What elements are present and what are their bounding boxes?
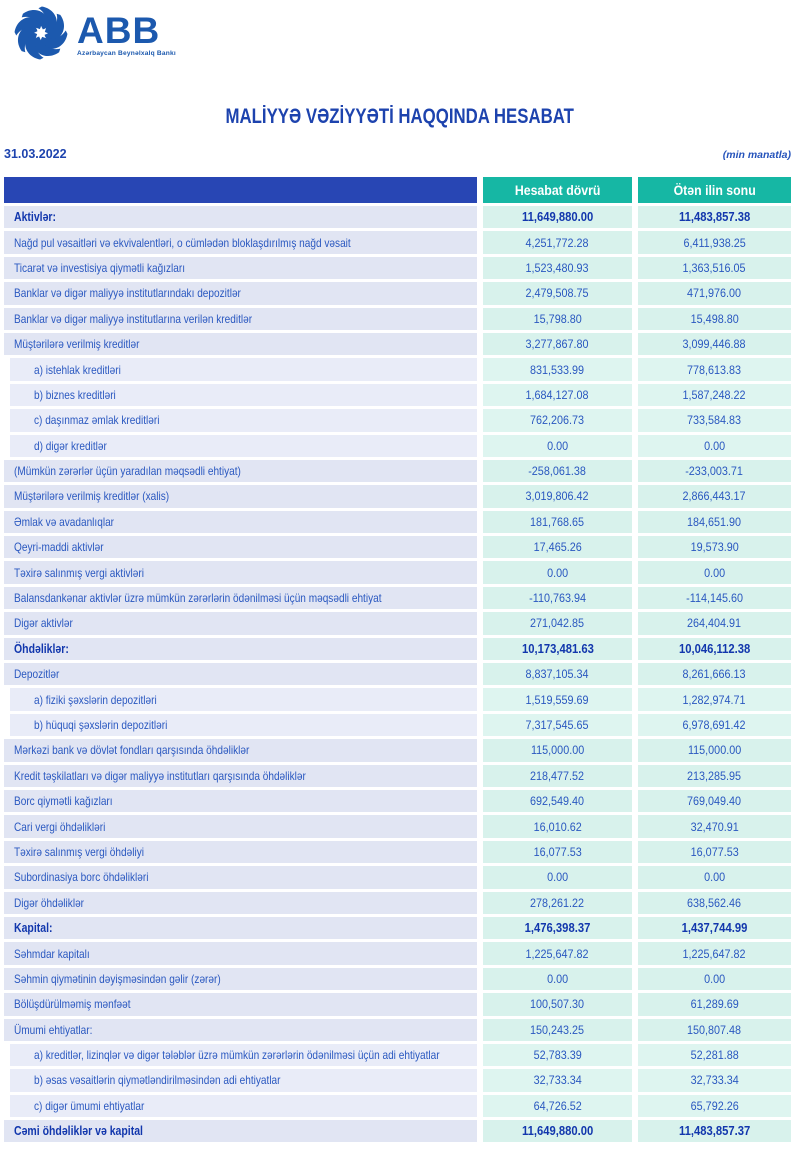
table-row — [4, 1019, 791, 1041]
row-value-previous-year: 6,411,938.25 — [638, 231, 791, 253]
row-label: b) əsas vəsaitlərin qiymətləndirilməsindən adi ehtiyatlar — [10, 1069, 477, 1091]
row-value-current-period: 2,479,508.75 — [483, 282, 632, 304]
table-row — [4, 587, 791, 609]
row-value-previous-year: 0.00 — [638, 435, 791, 457]
row-value-current-period: 15,798.80 — [483, 308, 632, 330]
row-label: Balansdankənar aktivlər üzrə mümkün zərərlərin ödənilməsi üçün məqsədli ehtiyat — [4, 587, 477, 609]
table-row — [4, 841, 791, 863]
table-row — [4, 815, 791, 837]
row-value-previous-year: 19,573.90 — [638, 536, 791, 558]
row-label: Subordinasiya borc öhdəlikləri — [4, 866, 477, 888]
row-value-previous-year: -233,003.71 — [638, 460, 791, 482]
row-value-current-period: 8,837,105.34 — [483, 663, 632, 685]
row-value-current-period: 1,476,398.37 — [483, 917, 632, 939]
row-label: Cari vergi öhdəlikləri — [4, 815, 477, 837]
row-label: Ticarət və investisiya qiymətli kağızları — [4, 257, 477, 279]
row-value-current-period: 0.00 — [483, 866, 632, 888]
unit-note: (min manatla) — [722, 149, 791, 161]
row-value-current-period: 1,225,647.82 — [483, 942, 632, 964]
row-value-previous-year: 0.00 — [638, 968, 791, 990]
table-row — [4, 1095, 791, 1117]
row-label: c) digər ümumi ehtiyatlar — [10, 1095, 477, 1117]
row-value-current-period: 100,507.30 — [483, 993, 632, 1015]
row-label: Ümumi ehtiyatlar: — [4, 1019, 477, 1041]
row-label: Səhmdar kapitalı — [4, 942, 477, 964]
row-value-current-period: 3,019,806.42 — [483, 485, 632, 507]
table-row — [4, 435, 791, 457]
row-value-current-period: 115,000.00 — [483, 739, 632, 761]
table-header-row — [4, 177, 791, 203]
bank-logo-text — [77, 4, 176, 57]
header-blue-bar — [4, 177, 477, 203]
row-label: a) istehlak kreditləri — [10, 358, 477, 380]
financial-statement-table — [4, 177, 791, 1145]
table-row — [4, 968, 791, 990]
table-row — [4, 511, 791, 533]
table-row — [4, 790, 791, 812]
table-row — [4, 688, 791, 710]
row-label: Səhmin qiymətinin dəyişməsindən gəlir (zərər) — [4, 968, 477, 990]
row-value-previous-year: 769,049.40 — [638, 790, 791, 812]
row-label: Öhdəliklər: — [4, 638, 477, 660]
table-row — [4, 866, 791, 888]
row-label: Bölüşdürülməmiş mənfəət — [4, 993, 477, 1015]
row-value-previous-year: 8,261,666.13 — [638, 663, 791, 685]
row-value-current-period: 64,726.52 — [483, 1095, 632, 1117]
table-row — [4, 942, 791, 964]
table-row — [4, 257, 791, 279]
table-row — [4, 231, 791, 253]
row-label: Müştərilərə verilmiş kreditlər — [4, 333, 477, 355]
column-header-previous-year-end: Ötən ilin sonu — [638, 177, 791, 203]
table-row — [4, 638, 791, 660]
row-value-previous-year: 16,077.53 — [638, 841, 791, 863]
row-value-previous-year: 11,483,857.37 — [638, 1120, 791, 1142]
row-label: Banklar və digər maliyyə institutlarına verilən kreditlər — [4, 308, 477, 330]
row-label: Digər öhdəliklər — [4, 892, 477, 914]
table-row — [4, 892, 791, 914]
table-row — [4, 333, 791, 355]
row-value-current-period: 0.00 — [483, 968, 632, 990]
table-row — [4, 206, 791, 228]
row-label: d) digər kreditlər — [10, 435, 477, 457]
row-value-previous-year: 115,000.00 — [638, 739, 791, 761]
table-row — [4, 1069, 791, 1091]
row-value-previous-year: 778,613.83 — [638, 358, 791, 380]
row-value-current-period: 17,465.26 — [483, 536, 632, 558]
row-value-previous-year: 10,046,112.38 — [638, 638, 791, 660]
row-value-previous-year: 1,363,516.05 — [638, 257, 791, 279]
row-value-current-period: 52,783.39 — [483, 1044, 632, 1066]
row-label: b) hüquqi şəxslərin depozitləri — [10, 714, 477, 736]
row-value-previous-year: 471,976.00 — [638, 282, 791, 304]
row-value-current-period: 10,173,481.63 — [483, 638, 632, 660]
report-meta-row — [4, 147, 791, 161]
row-value-previous-year: 2,866,443.17 — [638, 485, 791, 507]
row-value-current-period: 1,523,480.93 — [483, 257, 632, 279]
row-value-previous-year: 638,562.46 — [638, 892, 791, 914]
row-label: Mərkəzi bank və dövlət fondları qarşısında öhdəliklər — [4, 739, 477, 761]
row-value-previous-year: 733,584.83 — [638, 409, 791, 431]
row-value-current-period: 278,261.22 — [483, 892, 632, 914]
table-row — [4, 409, 791, 431]
row-value-current-period: 271,042.85 — [483, 612, 632, 634]
row-value-previous-year: -114,145.60 — [638, 587, 791, 609]
row-value-current-period: 831,533.99 — [483, 358, 632, 380]
row-label: Borc qiymətli kağızları — [4, 790, 477, 812]
bank-tagline: Azərbaycan Beynəlxalq Bankı — [77, 50, 176, 57]
row-value-current-period: 181,768.65 — [483, 511, 632, 533]
column-header-current-period: Hesabat dövrü — [483, 177, 632, 203]
table-row — [4, 714, 791, 736]
row-value-current-period: 11,649,880.00 — [483, 1120, 632, 1142]
row-label: Depozitlər — [4, 663, 477, 685]
row-value-current-period: 762,206.73 — [483, 409, 632, 431]
row-value-previous-year: 0.00 — [638, 561, 791, 583]
row-value-current-period: 32,733.34 — [483, 1069, 632, 1091]
row-value-previous-year: 52,281.88 — [638, 1044, 791, 1066]
row-value-previous-year: 264,404.91 — [638, 612, 791, 634]
table-row — [4, 1044, 791, 1066]
row-label: c) daşınmaz əmlak kreditləri — [10, 409, 477, 431]
row-label: Digər aktivlər — [4, 612, 477, 634]
row-value-previous-year: 32,733.34 — [638, 1069, 791, 1091]
table-row — [4, 561, 791, 583]
row-value-previous-year: 61,289.69 — [638, 993, 791, 1015]
page-title: MALİYYƏ VƏZİYYƏTİ HAQQINDA HESABAT — [225, 105, 575, 128]
row-label: a) kreditlər, lizinqlər və digər tələblər üzrə mümkün zərərlərin ödənilməsi üçün adi ehtiyatlar — [10, 1044, 477, 1066]
row-value-current-period: 16,010.62 — [483, 815, 632, 837]
report-date: 31.03.2022 — [4, 147, 67, 161]
row-label: Qeyri-maddi aktivlər — [4, 536, 477, 558]
table-row — [4, 917, 791, 939]
row-label: b) biznes kreditləri — [10, 384, 477, 406]
row-value-current-period: -110,763.94 — [483, 587, 632, 609]
table-row — [4, 1120, 791, 1142]
row-value-current-period: 150,243.25 — [483, 1019, 632, 1041]
table-row — [4, 485, 791, 507]
row-label: Təxirə salınmış vergi öhdəliyi — [4, 841, 477, 863]
table-row — [4, 765, 791, 787]
row-value-current-period: 4,251,772.28 — [483, 231, 632, 253]
row-value-previous-year: 213,285.95 — [638, 765, 791, 787]
row-value-current-period: 11,649,880.00 — [483, 206, 632, 228]
row-label: Müştərilərə verilmiş kreditlər (xalis) — [4, 485, 477, 507]
row-value-previous-year: 65,792.26 — [638, 1095, 791, 1117]
table-row — [4, 536, 791, 558]
row-value-previous-year: 3,099,446.88 — [638, 333, 791, 355]
row-value-previous-year: 32,470.91 — [638, 815, 791, 837]
table-row — [4, 358, 791, 380]
row-label: Cəmi öhdəliklər və kapital — [4, 1120, 477, 1142]
row-label: Təxirə salınmış vergi aktivləri — [4, 561, 477, 583]
table-row — [4, 663, 791, 685]
bank-logo — [12, 4, 176, 62]
row-value-previous-year: 15,498.80 — [638, 308, 791, 330]
row-value-current-period: -258,061.38 — [483, 460, 632, 482]
table-row — [4, 384, 791, 406]
row-label: Əmlak və avadanlıqlar — [4, 511, 477, 533]
table-row — [4, 308, 791, 330]
row-value-current-period: 16,077.53 — [483, 841, 632, 863]
row-value-current-period: 218,477.52 — [483, 765, 632, 787]
row-value-previous-year: 1,225,647.82 — [638, 942, 791, 964]
table-row — [4, 993, 791, 1015]
table-body — [4, 206, 791, 1142]
bank-name-abbr: ABB — [77, 10, 161, 51]
row-value-previous-year: 1,437,744.99 — [638, 917, 791, 939]
row-label: Nağd pul vəsaitləri və ekvivalentləri, o cümlədən bloklaşdırılmış nağd vəsait — [4, 231, 477, 253]
table-row — [4, 612, 791, 634]
row-value-previous-year: 1,587,248.22 — [638, 384, 791, 406]
row-value-previous-year: 150,807.48 — [638, 1019, 791, 1041]
row-value-current-period: 1,684,127.08 — [483, 384, 632, 406]
row-value-previous-year: 184,651.90 — [638, 511, 791, 533]
row-value-previous-year: 11,483,857.38 — [638, 206, 791, 228]
row-label: (Mümkün zərərlər üçün yaradılan məqsədli ehtiyat) — [4, 460, 477, 482]
row-label: Aktivlər: — [4, 206, 477, 228]
table-row — [4, 282, 791, 304]
row-value-current-period: 3,277,867.80 — [483, 333, 632, 355]
row-label: Banklar və digər maliyyə institutlarındakı depozitlər — [4, 282, 477, 304]
table-row — [4, 739, 791, 761]
row-value-current-period: 1,519,559.69 — [483, 688, 632, 710]
row-value-previous-year: 1,282,974.71 — [638, 688, 791, 710]
row-label: a) fiziki şəxslərin depozitləri — [10, 688, 477, 710]
row-value-current-period: 692,549.40 — [483, 790, 632, 812]
table-row — [4, 460, 791, 482]
row-value-previous-year: 6,978,691.42 — [638, 714, 791, 736]
row-value-current-period: 7,317,545.65 — [483, 714, 632, 736]
row-value-previous-year: 0.00 — [638, 866, 791, 888]
row-value-current-period: 0.00 — [483, 435, 632, 457]
row-label: Kapital: — [4, 917, 477, 939]
row-value-current-period: 0.00 — [483, 561, 632, 583]
row-label: Kredit təşkilatları və digər maliyyə institutları qarşısında öhdəliklər — [4, 765, 477, 787]
abb-pinwheel-logo-icon — [12, 4, 70, 62]
